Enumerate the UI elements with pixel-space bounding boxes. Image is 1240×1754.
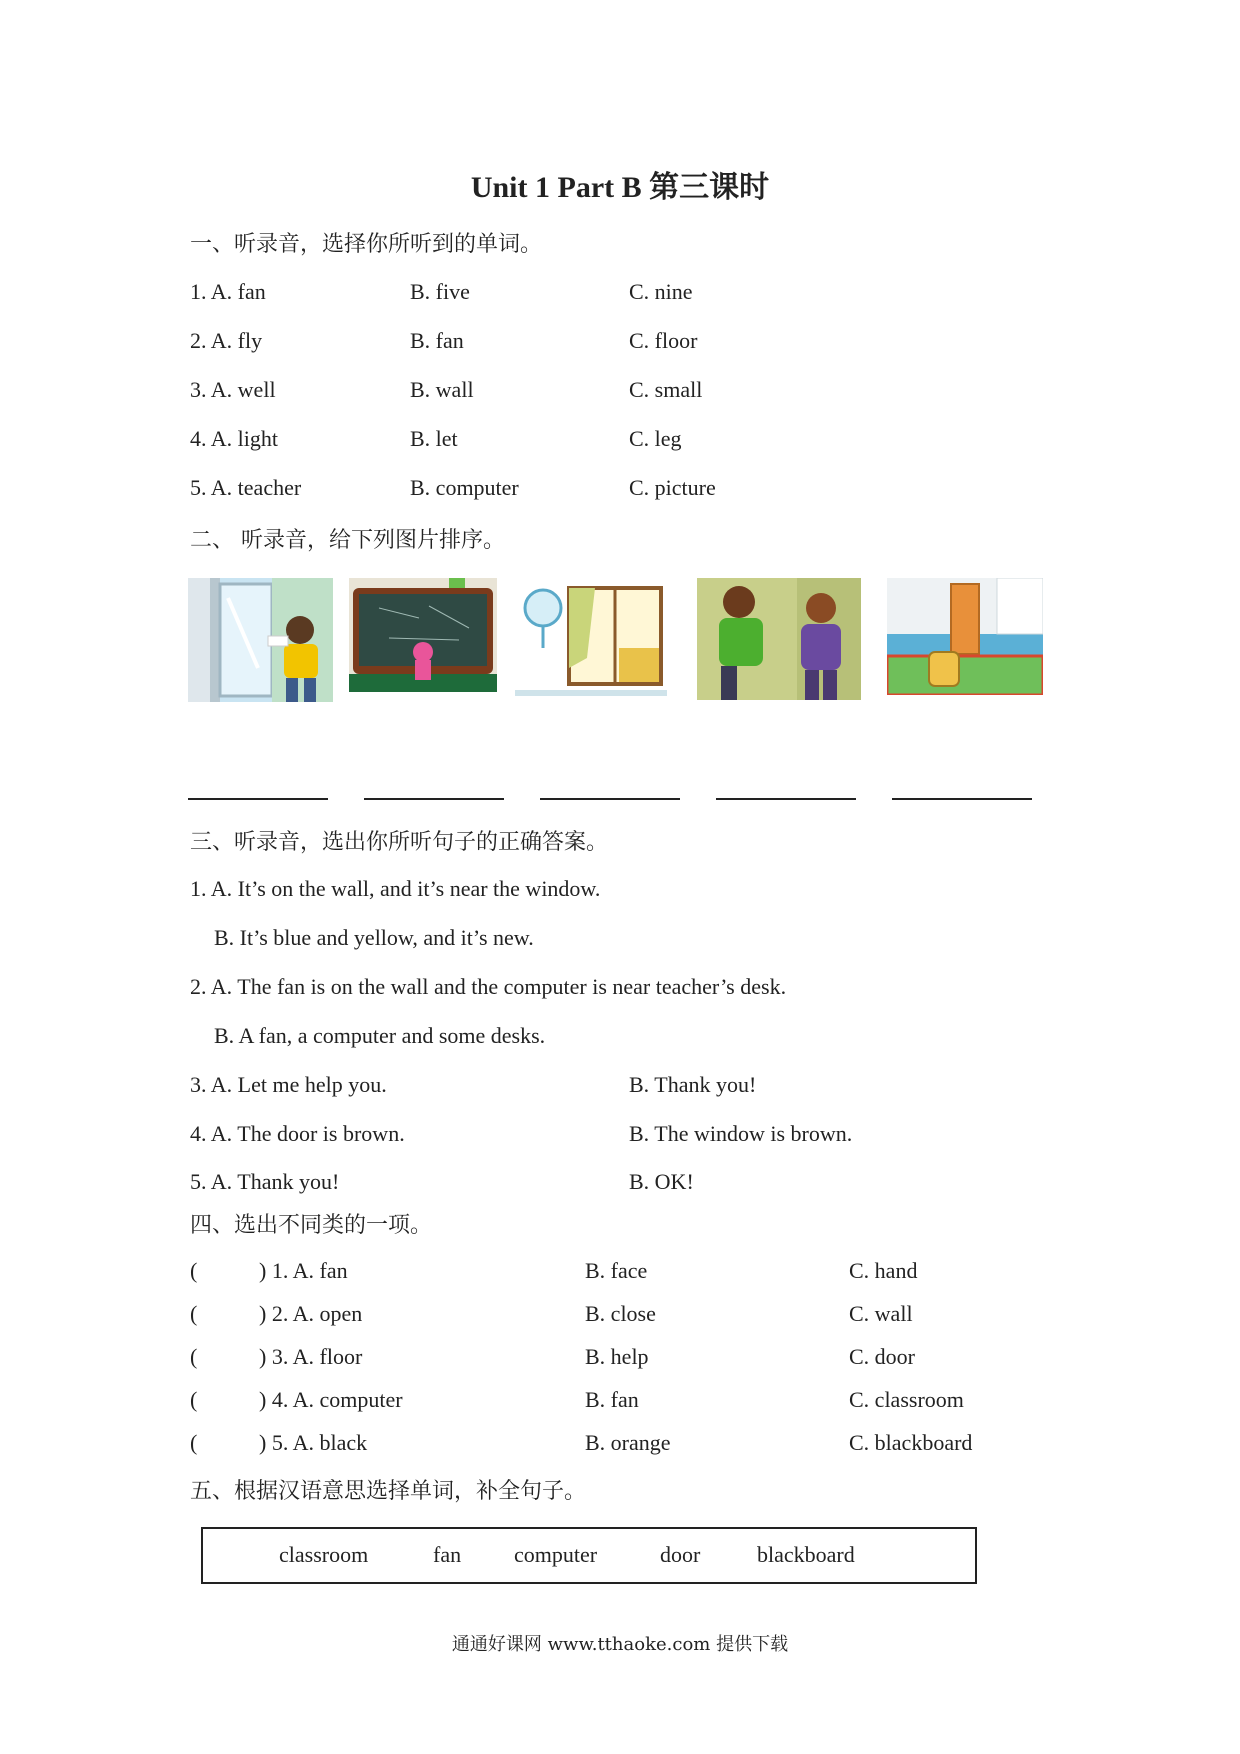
s3-q2-option-a: 2. A. The fan is on the wall and the computer is near teacher’s desk. [190,974,787,999]
s3-q3-option-a: 3. A. Let me help you. [190,1072,387,1097]
s1-q5-option-c: C. picture [629,475,716,500]
s4-q5-option-a: ) 5. A. black [259,1430,368,1455]
word-bank-word-5: blackboard [757,1542,855,1567]
s4-q1-option-b: B. face [585,1258,648,1283]
s4-q5-option-c: C. blackboard [849,1430,973,1455]
s3-q1-option-a: 1. A. It’s on the wall, and it’s near the window. [190,876,601,901]
s3-q1-option-b: B. It’s blue and yellow, and it’s new. [214,925,534,950]
picture-two-boys-helping [697,578,861,700]
page-footer: 通通好课网 www.tthaoke.com 提供下载 [451,1634,789,1655]
s1-q4-option-a: 4. A. light [190,426,279,451]
s3-q4-option-a: 4. A. The door is brown. [190,1121,405,1146]
s4-q1-option-c: C. hand [849,1258,918,1283]
section5-heading: 五、根据汉语意思选择单词，补全句子。 [190,1479,587,1504]
s1-q2-option-a: 2. A. fly [190,328,263,353]
s4-q1-option-a: ) 1. A. fan [259,1258,348,1283]
s4-q4-option-a: ) 4. A. computer [259,1387,403,1412]
picture-boy-cleaning-window [188,578,333,702]
s4-q5-option-b: B. orange [585,1430,671,1455]
s1-q4-option-c: C. leg [629,426,682,451]
s1-q1-option-a: 1. A. fan [190,279,266,304]
s1-q5-option-a: 5. A. teacher [190,475,302,500]
answer-blank-2[interactable] [364,798,504,800]
answer-blank-5[interactable] [892,798,1032,800]
s1-q2-option-b: B. fan [410,328,464,353]
section2-heading: 二、 听录音，给下列图片排序。 [190,528,505,553]
word-bank-word-2: fan [433,1542,462,1567]
section4-heading: 四、选出不同类的一项。 [190,1213,433,1238]
s1-q5-option-b: B. computer [410,475,519,500]
s4-q2-option-b: B. close [585,1301,656,1326]
s1-q1-option-b: B. five [410,279,470,304]
page-title: Unit 1 Part B 第三课时 [470,171,770,204]
s4-q3-option-c: C. door [849,1344,915,1369]
section1-heading: 一、听录音，选择你所听到的单词。 [190,232,543,257]
s4-q4-paren[interactable]: ( [190,1387,198,1412]
s4-q4-option-b: B. fan [585,1387,639,1412]
s3-q2-option-b: B. A fan, a computer and some desks. [214,1023,546,1048]
s1-q2-option-c: C. floor [629,328,698,353]
s3-q5-option-b: B. OK! [629,1169,694,1194]
picture-classroom-door-and-bag [887,578,1043,695]
s4-q4-option-c: C. classroom [849,1387,964,1412]
answer-blank-3[interactable] [540,798,680,800]
s3-q5-option-a: 5. A. Thank you! [190,1169,340,1194]
s4-q5-paren[interactable]: ( [190,1430,198,1455]
word-bank-word-4: door [660,1542,701,1567]
picture-girl-at-blackboard [349,578,497,692]
s1-q3-option-a: 3. A. well [190,377,276,402]
s4-q1-paren[interactable]: ( [190,1258,198,1283]
s4-q2-option-a: ) 2. A. open [259,1301,363,1326]
s4-q2-option-c: C. wall [849,1301,913,1326]
word-bank-word-1: classroom [279,1542,369,1567]
s4-q3-paren[interactable]: ( [190,1344,198,1369]
s1-q3-option-b: B. wall [410,377,474,402]
word-bank-word-3: computer [514,1542,598,1567]
s4-q3-option-b: B. help [585,1344,649,1369]
s4-q2-paren[interactable]: ( [190,1301,198,1326]
s4-q3-option-a: ) 3. A. floor [259,1344,363,1369]
s1-q1-option-c: C. nine [629,279,693,304]
answer-blank-4[interactable] [716,798,856,800]
picture-fan-and-window [515,578,667,696]
answer-blank-1[interactable] [188,798,328,800]
s1-q4-option-b: B. let [410,426,458,451]
s1-q3-option-c: C. small [629,377,703,402]
section3-heading: 三、听录音，选出你所听句子的正确答案。 [190,830,609,855]
s3-q3-option-b: B. Thank you! [629,1072,757,1097]
s3-q4-option-b: B. The window is brown. [629,1121,853,1146]
